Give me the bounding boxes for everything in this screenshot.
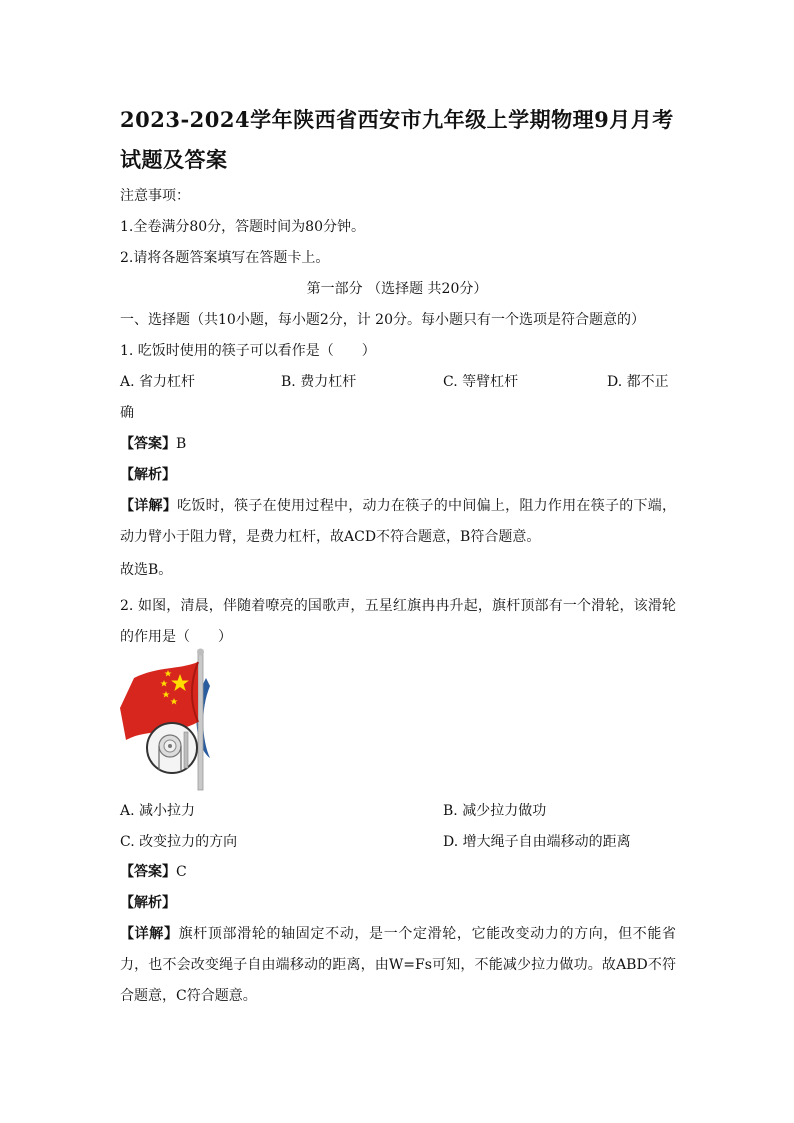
q2-detail — [120, 919, 676, 1012]
q1-option-a: A. 省力杠杆 — [120, 374, 196, 390]
notice-heading: 注意事项： — [120, 188, 190, 204]
pulley-bracket — [184, 732, 188, 768]
q1-detail — [120, 491, 676, 553]
pulley-axle — [168, 744, 172, 748]
q2-option-d: D. 增大绳子自由端移动的距离 — [443, 834, 631, 850]
q1-stem: 1. 吃饭时使用的筷子可以看作是（ ） — [120, 343, 376, 359]
q2-analysis-label: 【解析】 — [120, 895, 176, 911]
q2-detail-text: 旗杆顶部滑轮的轴固定不动，是一个定滑轮，它能改变动力的方向，但不能省力，也不会改变绳子自由端移动的距离，由W=Fs可知，不能减少拉力做功。故ABD不符合题意，C符合题意。 — [120, 926, 677, 1004]
q1-analysis-label: 【解析】 — [120, 467, 176, 483]
q1-option-b: B. 费力杠杆 — [281, 374, 357, 390]
section-heading: 一、选择题（共10小题，每小题2分，计 20分。每小题只有一个选项是符合题意的） — [120, 312, 645, 328]
q1-answer-value: B — [176, 436, 187, 452]
q1-answer — [120, 434, 186, 454]
q2-answer-label: 【答案】 — [120, 864, 176, 880]
q2-option-a: A. 减小拉力 — [120, 803, 196, 819]
q2-stem: 2. 如图，清晨，伴随着嘹亮的国歌声，五星红旗冉冉升起，旗杆顶部有一个滑轮，该滑轮的作用是（ ） — [120, 598, 676, 645]
q1-answer-label: 【答案】 — [120, 436, 176, 452]
pole-top-ball — [197, 649, 204, 656]
notice-item-2: 2.请将各题答案填写在答题卡上。 — [120, 250, 330, 266]
q1-option-d: D. 都不正 — [607, 374, 669, 390]
flag-pole — [198, 650, 203, 790]
q1-conclusion: 故选B。 — [120, 562, 173, 578]
q2-answer — [120, 862, 187, 882]
q2-option-b: B. 减少拉力做功 — [443, 803, 547, 819]
q2-option-c: C. 改变拉力的方向 — [120, 834, 238, 850]
q1-detail-label: 【详解】 — [120, 498, 178, 514]
notice-item-1: 1.全卷满分80分，答题时间为80分钟。 — [120, 219, 365, 235]
flag-pulley-illustration — [118, 648, 218, 793]
q2-answer-value: C — [176, 864, 187, 880]
q1-option-c: C. 等臂杠杆 — [443, 374, 519, 390]
q1-detail-text: 吃饭时，筷子在使用过程中，动力在筷子的中间偏上，阻力作用在筷子的下端，动力臂小于阻力臂，是费力杠杆，故ACD不符合题意，B符合题意。 — [120, 498, 677, 545]
document-title: 2023-2024学年陕西省西安市九年级上学期物理9月月考试题及答案 — [120, 107, 674, 172]
part-heading: 第一部分 （选择题 共20分） — [306, 281, 488, 297]
q2-detail-label: 【详解】 — [120, 926, 179, 942]
q1-option-d-wrap: 确 — [120, 405, 134, 421]
